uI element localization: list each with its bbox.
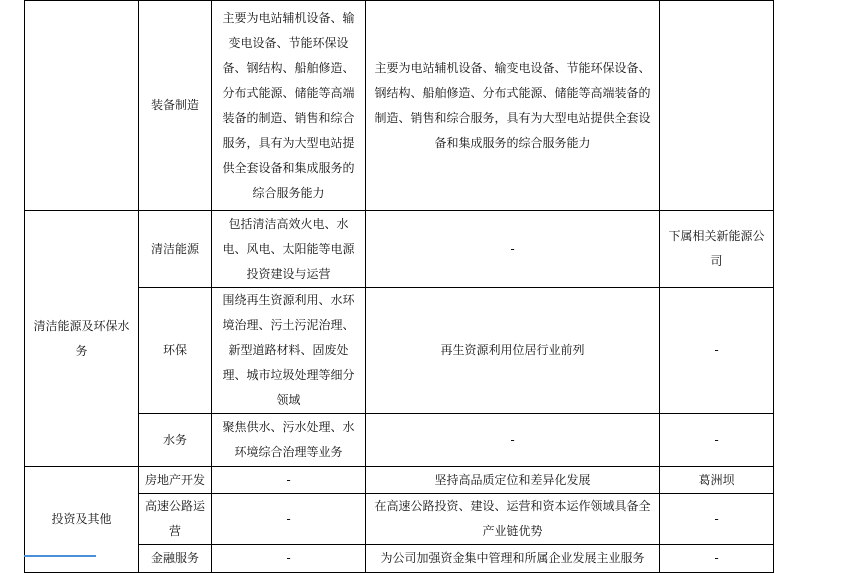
subcategory-cell: 房地产开发 <box>139 467 212 494</box>
position-cell: 坚持高品质定位和差异化发展 <box>366 467 660 494</box>
position-cell: 在高速公路投资、建设、运营和资本运作领域具备全产业链优势 <box>366 494 660 545</box>
business-cell: 主要为电站辅机设备、输变电设备、节能环保设备、钢结构、船舶修造、分布式能源、储能等高端装备的制造、销售和综合服务，具有为大型电站提供全套设备和集成服务的综合服务能力 <box>212 1 366 211</box>
subcategory-cell: 水务 <box>139 414 212 467</box>
table-row <box>25 1 774 211</box>
position-cell: 主要为电站辅机设备、输变电设备、节能环保设备、钢结构、船舶修造、分布式能源、储能等高端装备的制造、销售和综合服务，具有为大型电站提供全套设备和集成服务的综合服务能力 <box>366 1 660 211</box>
category-cell: 清洁能源及环保水务 <box>25 211 139 467</box>
business-cell: - <box>212 545 366 573</box>
entity-cell <box>660 1 774 211</box>
position-cell: 再生资源利用位居行业前列 <box>366 288 660 414</box>
business-cell: 聚焦供水、污水处理、水环境综合治理等业务 <box>212 414 366 467</box>
business-cell: 围绕再生资源利用、水环境治理、污土污泥治理、新型道路材料、固废处理、城市垃圾处理等细分领域 <box>212 288 366 414</box>
category-cell <box>25 1 139 211</box>
table-row <box>25 211 774 288</box>
business-segments-table <box>24 0 774 573</box>
subcategory-cell: 高速公路运营 <box>139 494 212 545</box>
subcategory-cell: 装备制造 <box>139 1 212 211</box>
subcategory-cell: 清洁能源 <box>139 211 212 288</box>
position-cell: - <box>366 414 660 467</box>
entity-cell: - <box>660 545 774 573</box>
entity-cell: 下属相关新能源公司 <box>660 211 774 288</box>
position-cell: - <box>366 211 660 288</box>
business-cell: - <box>212 494 366 545</box>
position-cell: 为公司加强资金集中管理和所属企业发展主业服务 <box>366 545 660 573</box>
table-row <box>25 467 774 494</box>
category-cell: 投资及其他 <box>25 467 139 573</box>
entity-cell: - <box>660 414 774 467</box>
entity-cell: - <box>660 494 774 545</box>
entity-cell: - <box>660 288 774 414</box>
subcategory-cell: 环保 <box>139 288 212 414</box>
business-cell: - <box>212 467 366 494</box>
entity-cell: 葛洲坝 <box>660 467 774 494</box>
business-cell: 包括清洁高效火电、水电、风电、太阳能等电源投资建设与运营 <box>212 211 366 288</box>
subcategory-cell: 金融服务 <box>139 545 212 573</box>
accent-underline <box>24 555 96 557</box>
